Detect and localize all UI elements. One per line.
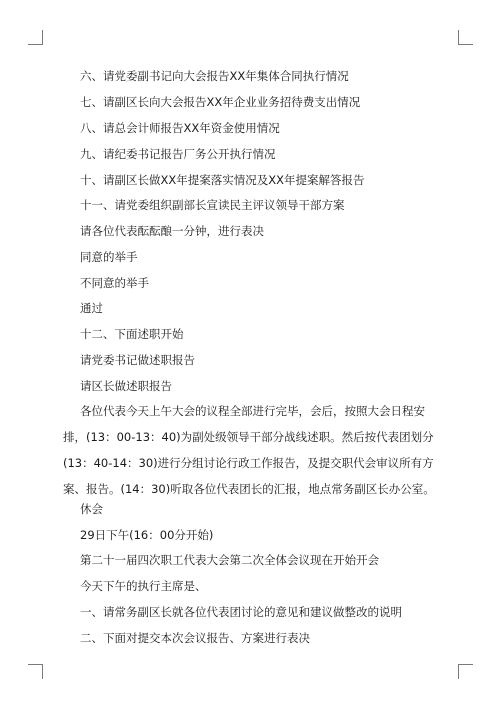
afternoon-item-1: 一、请常务副区长就各位代表团讨论的意见和建议做整改的说明 [80, 605, 402, 619]
session-open: 第二十一届四次职工代表大会第二次全体会议现在开始开会 [80, 553, 379, 567]
crop-mark-bottom-right [458, 664, 473, 679]
agenda-item-9: 九、请纪委书记报告厂务公开执行情况 [80, 147, 276, 161]
afternoon-time: 29日下午(16：00分开始) [80, 528, 214, 542]
chairperson-line: 今天下午的执行主席是、 [80, 579, 207, 593]
crop-mark-top-right [458, 30, 473, 45]
vote-instruction: 请各位代表酝酝酿一分钟，进行表决 [80, 224, 264, 238]
report-party-secretary: 请党委书记做述职报告 [80, 353, 195, 367]
vote-agree: 同意的举手 [80, 250, 138, 264]
schedule-paragraph: 各位代表今天上午大会的议程全部进行完毕，会后，按照大会日程安排，(13：00-13：40)为副处级领导干部分战线述职。然后按代表团划分(13：40-14：30)进行分组讨论行政工作报告，及提交职代会审议所有方案、报告。(14：30)听取各位代表团长的汇报，地点常务副区长办公室。 [63, 404, 435, 496]
afternoon-item-2: 二、下面对提交本次会议报告、方案进行表决 [80, 631, 310, 645]
adjourn: 休会 [80, 502, 103, 516]
vote-passed: 通过 [80, 301, 103, 315]
agenda-item-10: 十、请副区长做XX年提案落实情况及XX年提案解答报告 [80, 173, 365, 187]
report-district-head: 请区长做述职报告 [80, 379, 172, 393]
agenda-item-7: 七、请副区长向大会报告XX年企业业务招待费支出情况 [80, 95, 361, 109]
agenda-item-11: 十一、请党委组织副部长宣读民主评议领导干部方案 [80, 198, 345, 212]
crop-mark-top-left [28, 30, 43, 45]
agenda-item-6: 六、请党委副书记向大会报告XX年集体合同执行情况 [80, 69, 349, 83]
vote-disagree: 不同意的举手 [80, 276, 149, 290]
crop-mark-bottom-left [28, 664, 43, 679]
agenda-item-12: 十二、下面述职开始 [80, 327, 184, 341]
agenda-item-8: 八、请总会计师报告XX年资金使用情况 [80, 121, 280, 135]
